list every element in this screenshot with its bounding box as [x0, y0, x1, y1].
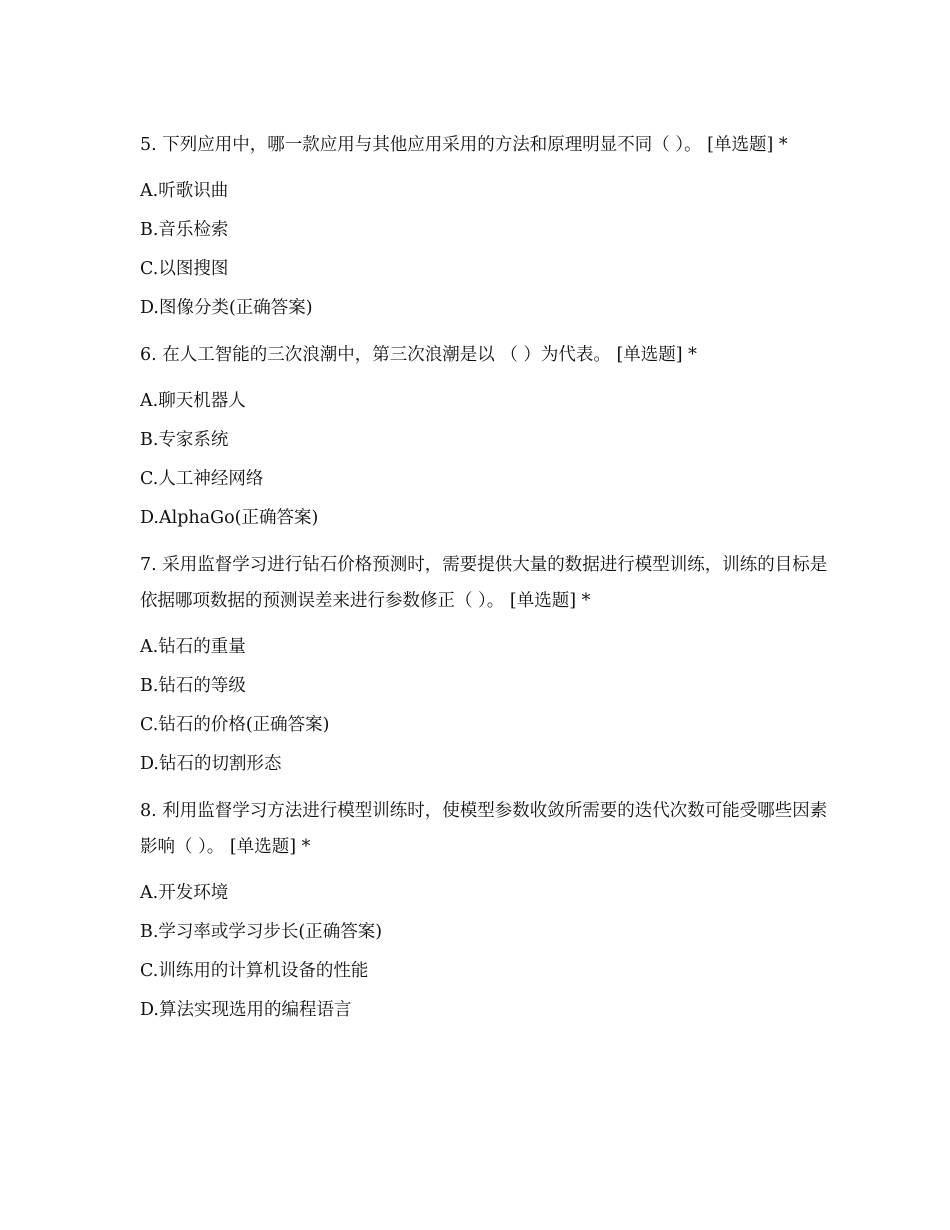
question-6 [140, 337, 830, 538]
option-c: C.钻石的价格(正确答案) [140, 715, 330, 735]
option-a: A.聊天机器人 [140, 391, 246, 411]
option-b: B.学习率或学习步长(正确答案) [140, 922, 383, 942]
document-page [140, 127, 830, 1030]
option-d: D.AlphaGo(正确答案) [140, 508, 319, 528]
option-a: A.开发环境 [140, 883, 229, 903]
option-b: B.钻石的等级 [140, 676, 246, 696]
question-5 [140, 127, 830, 328]
option-c: C.训练用的计算机设备的性能 [140, 961, 369, 981]
option-a: A.钻石的重量 [140, 637, 246, 657]
option-c: C.以图搜图 [140, 259, 229, 279]
question-7 [140, 547, 830, 784]
question-text: 6. 在人工智能的三次浪潮中，第三次浪潮是以 （ ）为代表。 [单选题] * [140, 345, 697, 365]
question-8 [140, 793, 830, 1030]
question-text: 8. 利用监督学习方法进行模型训练时，使模型参数收敛所需要的迭代次数可能受哪些因素影响（ ）。 [单选题] * [140, 801, 828, 857]
question-text: 5. 下列应用中，哪一款应用与其他应用采用的方法和原理明显不同（ ）。 [单选题] * [140, 135, 788, 155]
option-c: C.人工神经网络 [140, 469, 264, 489]
option-d: D.算法实现选用的编程语言 [140, 1000, 352, 1020]
option-b: B.专家系统 [140, 430, 229, 450]
option-d: D.图像分类(正确答案) [140, 298, 313, 318]
question-text: 7. 采用监督学习进行钻石价格预测时，需要提供大量的数据进行模型训练，训练的目标是依据哪项数据的预测误差来进行参数修正（ ）。 [单选题] * [140, 555, 828, 611]
option-b: B.音乐检索 [140, 220, 229, 240]
option-d: D.钻石的切割形态 [140, 754, 282, 774]
option-a: A.听歌识曲 [140, 181, 229, 201]
